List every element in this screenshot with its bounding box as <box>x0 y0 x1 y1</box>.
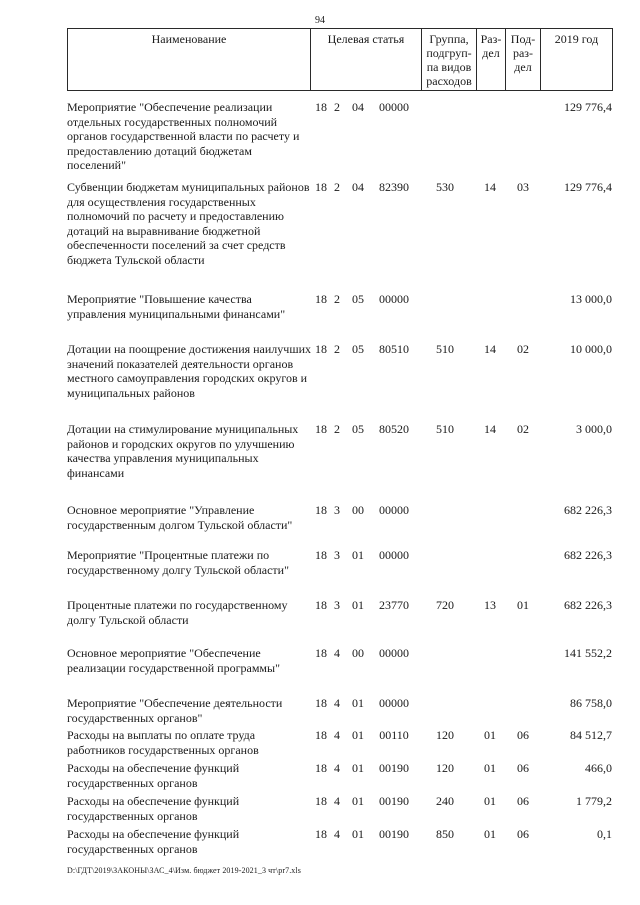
target-code-subprogram: 4 <box>334 696 340 710</box>
target-code-subprogram: 4 <box>334 794 340 808</box>
target-code-direction: 80510 <box>379 342 409 356</box>
target-code-event: 05 <box>352 342 364 356</box>
target-code-direction: 00000 <box>379 548 409 562</box>
target-code-event: 01 <box>352 794 364 808</box>
row-name: Мероприятие "Обеспечение деятельности государственных органов" <box>67 696 283 725</box>
expense-group: 510 <box>436 342 454 356</box>
target-code-event: 01 <box>352 548 364 562</box>
file-path-footer: D:\ГДТ\2019\ЗАКОНЫ\ЗАС_4\Изм. бюджет 2019-2021_3 чт\pr7.xls <box>67 866 301 875</box>
amount-2019: 682 226,3 <box>564 598 612 612</box>
target-code-program: 18 <box>315 794 327 808</box>
target-code-direction: 00190 <box>379 827 409 841</box>
amount-2019: 0,1 <box>597 827 612 841</box>
target-code-subprogram: 2 <box>334 422 340 436</box>
header-name: Наименование <box>68 29 311 91</box>
amount-2019: 682 226,3 <box>564 548 612 562</box>
row-name: Мероприятие "Обеспечение реализации отдельных государственных полномочий органов государственной власти по расчету и предоставлению дотаций бюджетам поселений" <box>67 100 300 172</box>
target-code-program: 18 <box>315 503 327 517</box>
expense-group: 120 <box>436 728 454 742</box>
target-code-subprogram: 4 <box>334 761 340 775</box>
amount-2019: 682 226,3 <box>564 503 612 517</box>
target-code-direction: 00110 <box>379 728 409 742</box>
target-code-event: 04 <box>352 100 364 114</box>
subsection-code: 02 <box>517 342 529 356</box>
header-group: Группа, подгруп-па видов расходов <box>422 29 477 91</box>
section-code: 01 <box>484 827 496 841</box>
subsection-code: 03 <box>517 180 529 194</box>
amount-2019: 3 000,0 <box>576 422 612 436</box>
row-name: Мероприятие "Процентные платежи по государственному долгу Тульской области" <box>67 548 289 577</box>
row-name: Основное мероприятие "Управление государственным долгом Тульской области" <box>67 503 293 532</box>
row-name: Расходы на обеспечение функций государственных органов <box>67 794 240 823</box>
target-code-direction: 00000 <box>379 292 409 306</box>
subsection-code: 01 <box>517 598 529 612</box>
section-code: 14 <box>484 180 496 194</box>
target-code-event: 05 <box>352 422 364 436</box>
amount-2019: 129 776,4 <box>564 180 612 194</box>
row-name: Расходы на выплаты по оплате труда работников государственных органов <box>67 728 259 757</box>
row-name: Расходы на обеспечение функций государственных органов <box>67 827 240 856</box>
target-code-program: 18 <box>315 761 327 775</box>
target-code-subprogram: 3 <box>334 598 340 612</box>
subsection-code: 06 <box>517 794 529 808</box>
subsection-code: 02 <box>517 422 529 436</box>
target-code-program: 18 <box>315 548 327 562</box>
target-code-program: 18 <box>315 422 327 436</box>
target-code-direction: 00190 <box>379 761 409 775</box>
subsection-code: 06 <box>517 827 529 841</box>
target-code-direction: 80520 <box>379 422 409 436</box>
target-code-subprogram: 2 <box>334 180 340 194</box>
target-code-program: 18 <box>315 598 327 612</box>
target-code-program: 18 <box>315 827 327 841</box>
table-header <box>67 28 613 91</box>
target-code-direction: 82390 <box>379 180 409 194</box>
header-subsection: Под-раз-дел <box>506 29 541 91</box>
amount-2019: 10 000,0 <box>570 342 612 356</box>
row-name: Расходы на обеспечение функций государственных органов <box>67 761 240 790</box>
section-code: 01 <box>484 761 496 775</box>
header-year: 2019 год <box>541 29 613 91</box>
section-code: 14 <box>484 342 496 356</box>
target-code-program: 18 <box>315 342 327 356</box>
amount-2019: 1 779,2 <box>576 794 612 808</box>
target-code-subprogram: 4 <box>334 728 340 742</box>
amount-2019: 466,0 <box>585 761 612 775</box>
target-code-event: 01 <box>352 598 364 612</box>
target-code-subprogram: 4 <box>334 827 340 841</box>
amount-2019: 13 000,0 <box>570 292 612 306</box>
subsection-code: 06 <box>517 761 529 775</box>
target-code-direction: 00190 <box>379 794 409 808</box>
row-name: Основное мероприятие "Обеспечение реализации государственной программы" <box>67 646 280 675</box>
row-name: Субвенции бюджетам муниципальных районов для осуществления государственных полномочий по расчету и предоставлению дотаций на выравнивание бюджетной обеспеченности поселений за счет средств бюджета Тульской области <box>67 180 310 267</box>
target-code-program: 18 <box>315 180 327 194</box>
expense-group: 720 <box>436 598 454 612</box>
expense-group: 510 <box>436 422 454 436</box>
target-code-event: 00 <box>352 503 364 517</box>
expense-group: 530 <box>436 180 454 194</box>
subsection-code: 06 <box>517 728 529 742</box>
target-code-subprogram: 2 <box>334 292 340 306</box>
target-code-direction: 23770 <box>379 598 409 612</box>
target-code-subprogram: 3 <box>334 503 340 517</box>
target-code-program: 18 <box>315 646 327 660</box>
target-code-event: 01 <box>352 827 364 841</box>
target-code-direction: 00000 <box>379 696 409 710</box>
row-name: Дотации на поощрение достижения наилучших значений показателей деятельности органов местного самоуправления городских округов и муниципальных районов <box>67 342 311 400</box>
target-code-direction: 00000 <box>379 503 409 517</box>
section-code: 13 <box>484 598 496 612</box>
target-code-subprogram: 4 <box>334 646 340 660</box>
target-code-program: 18 <box>315 100 327 114</box>
target-code-subprogram: 3 <box>334 548 340 562</box>
row-name: Процентные платежи по государственному долгу Тульской области <box>67 598 288 627</box>
target-code-subprogram: 2 <box>334 342 340 356</box>
row-name: Дотации на стимулирование муниципальных районов и городских округов по улучшению качества управления муниципальных финансами <box>67 422 299 480</box>
target-code-event: 01 <box>352 728 364 742</box>
target-code-direction: 00000 <box>379 100 409 114</box>
expense-group: 240 <box>436 794 454 808</box>
target-code-event: 01 <box>352 696 364 710</box>
amount-2019: 141 552,2 <box>564 646 612 660</box>
target-code-program: 18 <box>315 292 327 306</box>
header-target-article: Целевая статья <box>311 29 422 91</box>
target-code-event: 00 <box>352 646 364 660</box>
target-code-subprogram: 2 <box>334 100 340 114</box>
row-name: Мероприятие "Повышение качества управления муниципальными финансами" <box>67 292 286 321</box>
section-code: 14 <box>484 422 496 436</box>
target-code-program: 18 <box>315 728 327 742</box>
expense-group: 120 <box>436 761 454 775</box>
page-number: 94 <box>315 15 325 26</box>
expense-group: 850 <box>436 827 454 841</box>
header-section: Раз-дел <box>477 29 506 91</box>
target-code-event: 01 <box>352 761 364 775</box>
amount-2019: 84 512,7 <box>570 728 612 742</box>
target-code-program: 18 <box>315 696 327 710</box>
amount-2019: 129 776,4 <box>564 100 612 114</box>
target-code-event: 04 <box>352 180 364 194</box>
target-code-direction: 00000 <box>379 646 409 660</box>
section-code: 01 <box>484 794 496 808</box>
amount-2019: 86 758,0 <box>570 696 612 710</box>
target-code-event: 05 <box>352 292 364 306</box>
section-code: 01 <box>484 728 496 742</box>
